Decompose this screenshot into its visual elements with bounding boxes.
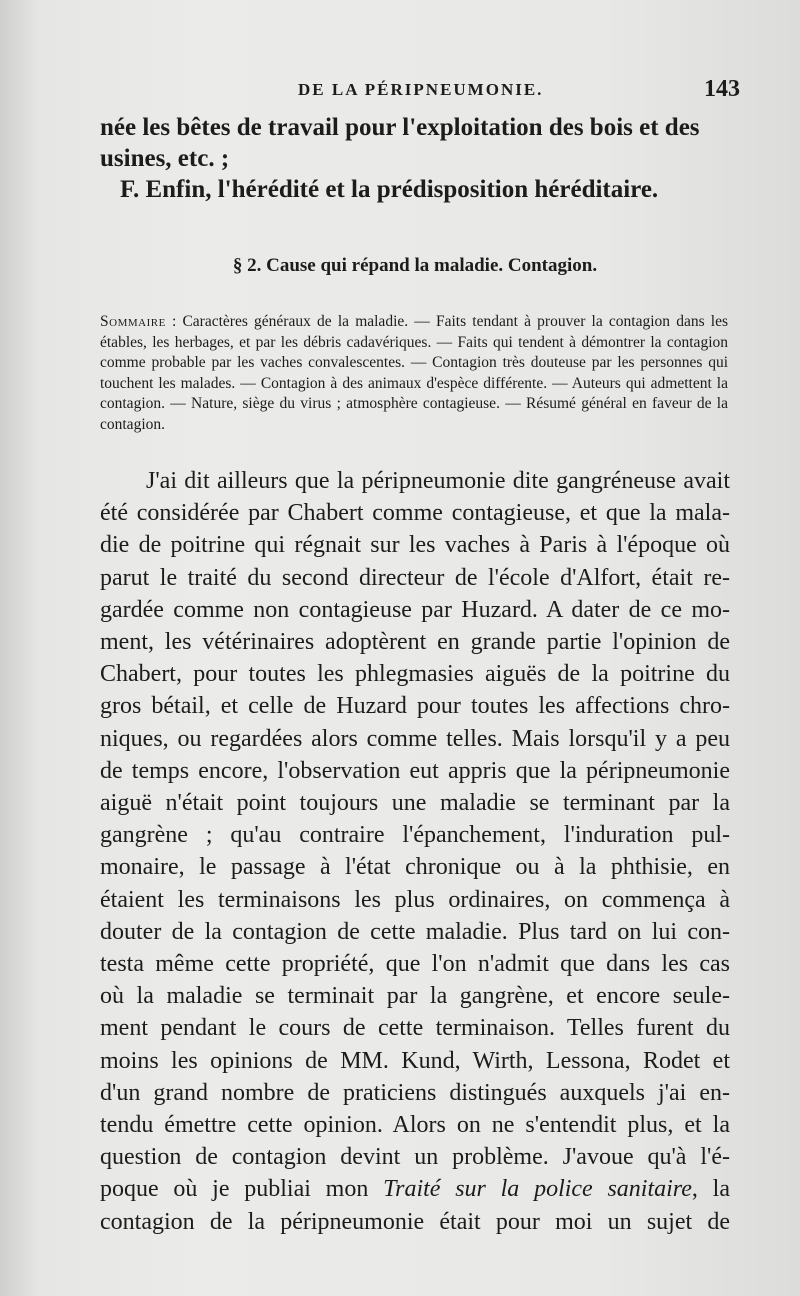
text-line: été considérée par Chabert comme contagieuse, et que la mala- — [100, 500, 730, 527]
body-paragraph — [100, 465, 730, 1238]
text-line: aiguë n'était point toujours une maladie se terminant par la — [100, 790, 730, 817]
text-fragment: poque où je publiai mon — [100, 1176, 369, 1203]
text-line: niques, ou regardées alors comme telles. Mais lorsqu'il y a peu — [100, 725, 730, 752]
page-number: 143 — [704, 76, 740, 102]
running-head — [100, 76, 740, 106]
text-line — [100, 1173, 730, 1205]
text-line: étaient les terminaisons les plus ordinaires, on commença à — [100, 886, 730, 913]
text-line: de temps encore, l'observation eut appris que la péripneumonie — [100, 757, 730, 784]
text-line: die de poitrine qui régnait sur les vaches à Paris à l'époque où — [100, 532, 730, 559]
continued-paragraph — [100, 112, 730, 205]
text-line: gros bétail, et celle de Huzard pour toutes les affections chro- — [100, 693, 730, 720]
sommaire-text: : Caractères généraux de la maladie. — Faits tendant à prouver la contagion dans les étables, les herbages, et par les débris cadavériques. — Faits qui tendent à démontrer la contagion comme probable par les vaches convalescentes. — Contagion très douteuse par les personnes qui touchent les malades. — Contagion à des animaux d'espèce différente. — Auteurs qui admettent la contagion. — Nature, siège du virus ; atmosphère contagieuse. — Résumé général en faveur de la contagion. — [100, 313, 729, 433]
text-line: ment, les vétérinaires adoptèrent en grande partie l'opinion de — [100, 629, 730, 656]
sommaire-block — [100, 312, 728, 435]
text-line: usines, etc. ; — [100, 145, 230, 172]
text-line: d'un grand nombre de praticiens distingués auxquels j'ai en- — [100, 1079, 730, 1106]
text-line: gardée comme non contagieuse par Huzard. A dater de ce mo- — [100, 596, 730, 623]
section-heading: § 2. Cause qui répand la maladie. Contagion. — [232, 255, 598, 276]
text-line: testa même cette propriété, que l'on n'admit que dans les cas — [100, 951, 730, 978]
text-line: née les bêtes de travail pour l'exploitation des bois et des — [100, 114, 700, 141]
sommaire-label: Sommaire — [100, 313, 166, 330]
text-line: F. Enfin, l'hérédité et la prédisposition héréditaire. — [120, 176, 659, 203]
text-line: question de contagion devint un problème. J'avoue qu'à l'é- — [100, 1144, 730, 1171]
text-line: parut le traité du second directeur de l'école d'Alfort, était re- — [100, 564, 730, 591]
book-title-italic: Traité sur la police sanitaire — [383, 1176, 692, 1203]
text-line: douter de la contagion de cette maladie. Plus tard on lui con- — [100, 918, 730, 945]
text-line: J'ai dit ailleurs que la péripneumonie dite gangréneuse avait — [146, 468, 730, 494]
text-line: moins les opinions de MM. Kund, Wirth, Lessona, Rodet et — [100, 1047, 730, 1074]
text-line: monaire, le passage à l'état chronique ou à la phthisie, en — [100, 854, 730, 881]
text-line: contagion de la péripneumonie était pour moi un sujet de — [100, 1208, 730, 1235]
text-fragment: , la — [691, 1176, 730, 1203]
text-line: ment pendant le cours de cette terminaison. Telles furent du — [100, 1015, 730, 1042]
text-line: Chabert, pour toutes les phlegmasies aiguës de la poitrine du — [100, 661, 730, 688]
text-line: gangrène ; qu'au contraire l'épanchement, l'induration pul- — [100, 822, 730, 849]
text-line: où la maladie se terminait par la gangrène, et encore seule- — [100, 983, 730, 1010]
running-title: DE LA PÉRIPNEUMONIE. — [298, 80, 544, 99]
text-line: tendu émettre cette opinion. Alors on ne s'entendit plus, et la — [100, 1112, 730, 1139]
